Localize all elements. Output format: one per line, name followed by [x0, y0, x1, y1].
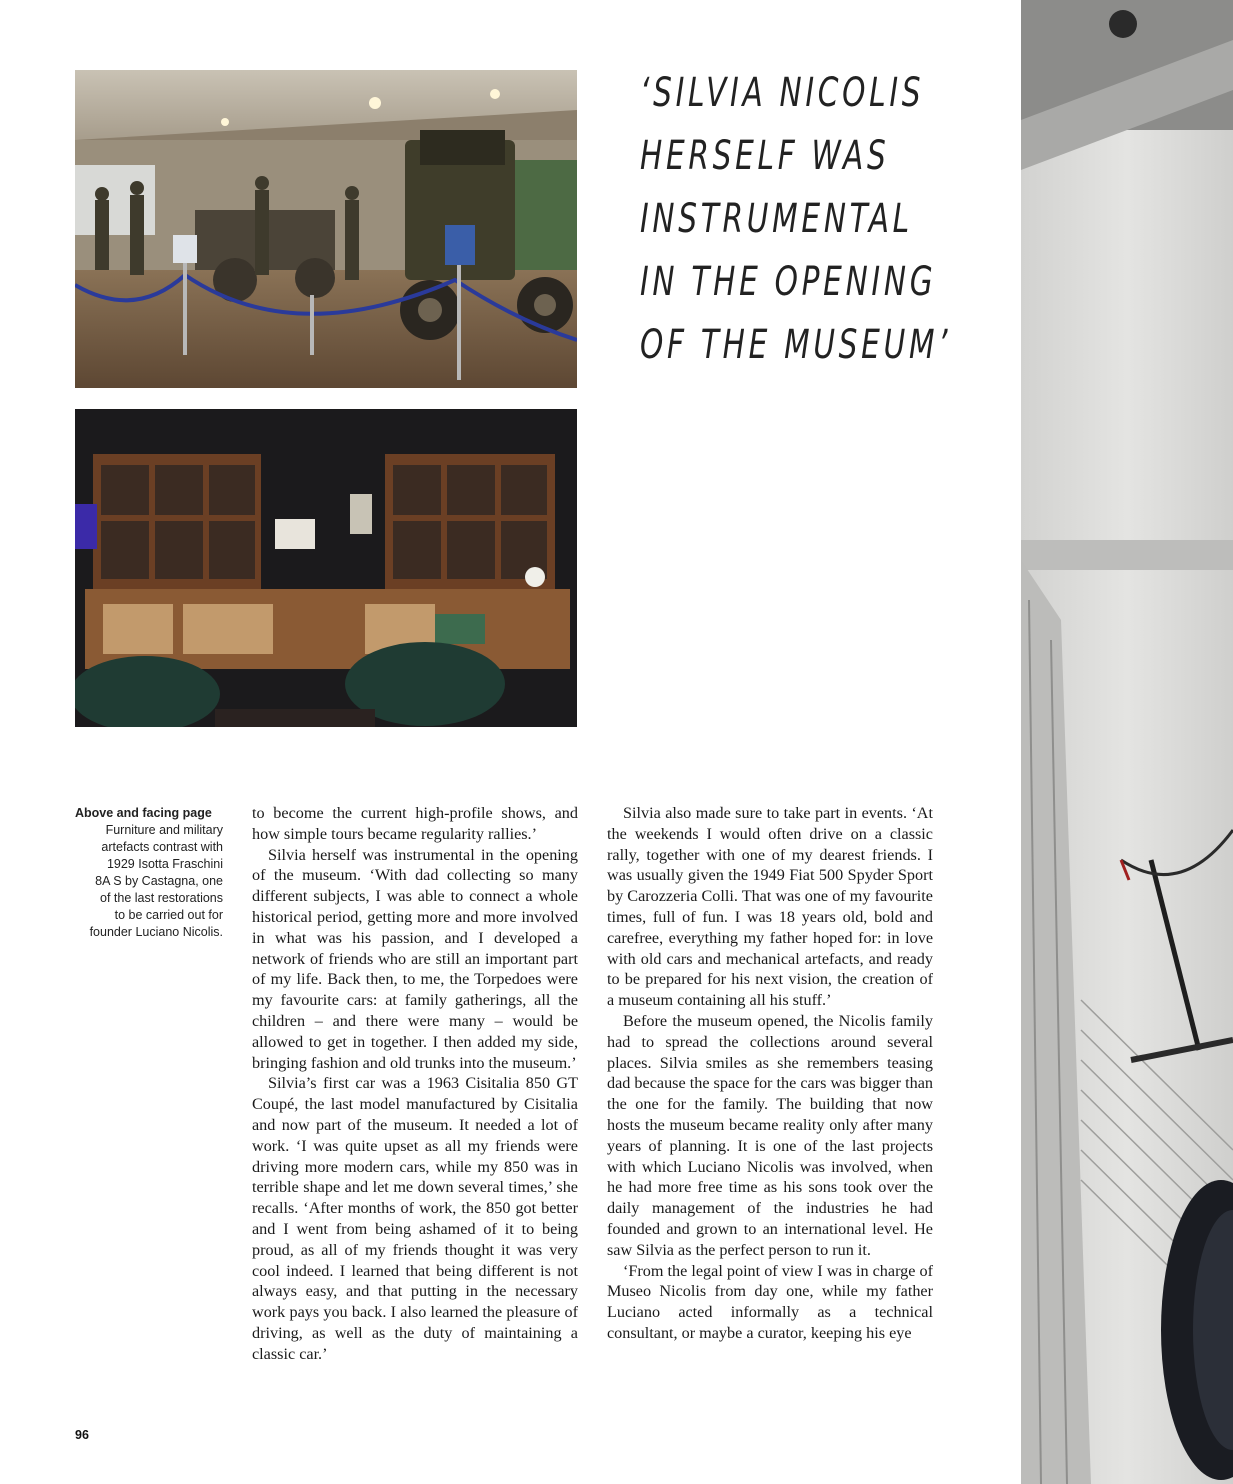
- facing-page-photo: [1021, 0, 1233, 1484]
- pull-quote-line: INSTRUMENTAL: [640, 196, 913, 242]
- body-paragraph: Silvia also made sure to take part in events. ‘At the weekends I would often drive on a classic rally, together with one of my dearest friends. I was usually given the 1949 Fiat 500 Spyder Sport by Carozzeria Colli. That was one of my favourite times, full of fun. I was 18 years old, bold and carefree, everything my father hoped for: in love with old cars and mechanical artefacts, and ready to be prepared for his next vision, the creation of a museum containing all his stuff.’: [607, 804, 933, 1010]
- museum-hall-photo: [75, 70, 577, 388]
- caption-line: Furniture and military: [105, 823, 223, 837]
- body-paragraph: Before the museum opened, the Nicolis family had to spread the collections around several places. Silvia smiles as she remembers teasing dad because the space for the cars was bigger than the one for the family. The building that now hosts the museum became reality only after many years of planning. It is one of the last projects with which Luciano Nicolis was involved, when he had more free time as his sons took over the daily management of the industries he had founded and grown to an international level. He saw Silvia as the perfect person to run it.: [607, 1011, 933, 1259]
- caption-line: of the last restorations: [100, 891, 223, 905]
- caption-line: 1929 Isotta Fraschini: [106, 857, 223, 871]
- body-column-2: [607, 803, 933, 1344]
- caption-title: Above and facing page: [75, 806, 212, 820]
- caption-line: artefacts contrast with: [101, 840, 223, 854]
- pull-quote-line: OF THE MUSEUM’: [640, 322, 952, 368]
- body-paragraph: ‘From the legal point of view I was in charge of Museo Nicolis from day one, while my father Luciano acted informally as a technical consultant, or maybe a curator, keeping his eye: [607, 1261, 933, 1342]
- photo-caption: [75, 805, 223, 941]
- pull-quote-line: IN THE OPENING: [640, 259, 937, 305]
- page-number: 96: [75, 1428, 89, 1442]
- caption-line: to be carried out for: [114, 908, 223, 922]
- caption-line: 8A S by Castagna, one: [95, 874, 223, 888]
- wooden-cabinet-photo: [75, 409, 577, 727]
- pull-quote: [640, 62, 1000, 377]
- body-paragraph: to become the current high-profile shows, and how simple tours became regularity rallies.’: [252, 804, 578, 843]
- body-paragraph: Silvia’s first car was a 1963 Cisitalia 850 GT Coupé, the last model manufactured by Cisitalia and now part of the museum. It needed a lot of work. ‘I was quite upset as all my friends were driving more modern cars, while my 850 was in terrible shape and let me down several times,’ she recalls. ‘After months of work, the 850 got better and I went from being ashamed of it to being proud, as all of my friends thought it was very cool indeed. I learned that being different is not always easy, and that putting in the necessary work pays you back. I also learned the pleasure of driving, as well as the duty of maintaining a classic car.’: [252, 1074, 578, 1363]
- pull-quote-line: ‘SILVIA NICOLIS: [640, 70, 925, 116]
- caption-line: founder Luciano Nicolis.: [89, 925, 223, 939]
- pull-quote-line: HERSELF WAS: [640, 133, 890, 179]
- body-paragraph: Silvia herself was instrumental in the opening of the museum. ‘With dad collecting so many different subjects, I was able to connect a whole historical period, getting more and more involved in what was his passion, and I developed a network of friends who are still an important part of my life. Back then, to me, the Torpedoes were my favourite cars: at family gatherings, all the children – and there were many – would be allowed to get in together. I then added my side, bringing fashion and old trunks into the museum.’: [252, 845, 578, 1072]
- body-column-1: [252, 803, 578, 1365]
